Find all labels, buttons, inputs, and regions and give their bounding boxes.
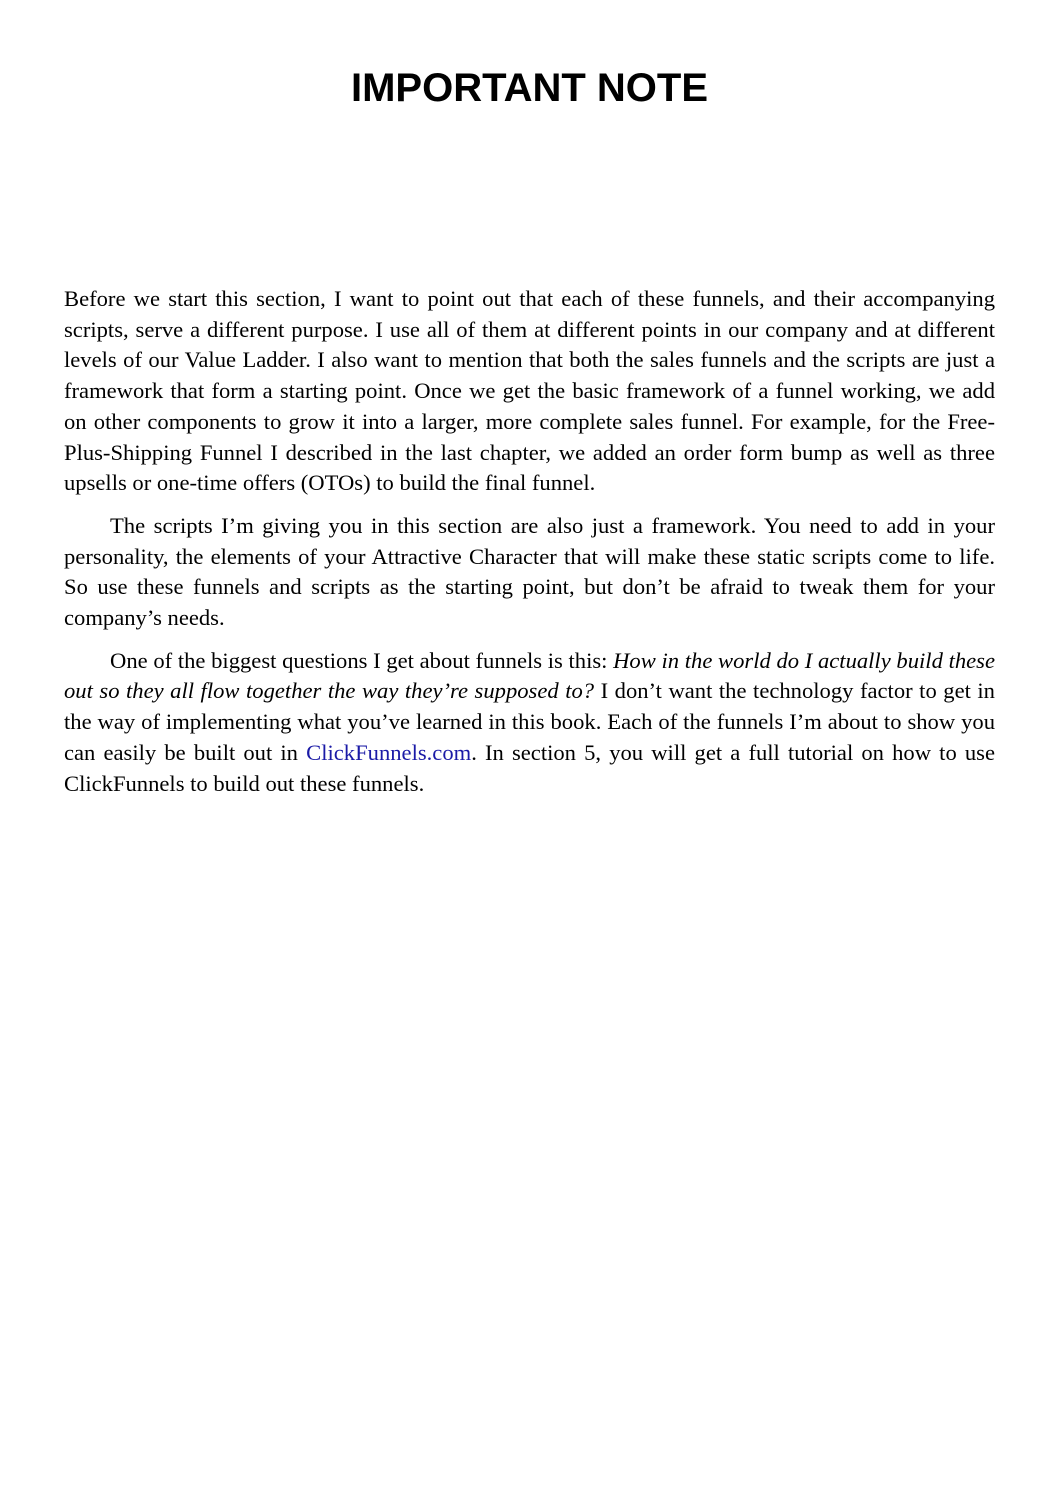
clickfunnels-link[interactable]: ClickFunnels.com: [306, 739, 472, 765]
paragraph-1: Before we start this section, I want to point out that each of these funnels, and their accompanying scripts, serve a different purpose. I use all of them at different points in our company and at different levels of our Value Ladder. I also want to mention that both the sales funnels and the scripts are just a framework that form a starting point. Once we get the basic framework of a funnel working, we add on other components to grow it into a larger, more complete sales funnel. For example, for the Free-Plus-Shipping Funnel I described in the last chapter, we added an order form bump as well as three upsells or one-time offers (OTOs) to build the final funnel.: [64, 286, 995, 496]
paragraph-3-lead: One of the biggest questions I get about funnels is this:: [110, 647, 614, 673]
body-text: [64, 284, 995, 799]
paragraph-3: [64, 646, 995, 800]
paragraph-3-tail: . In section 5, you will get a full tutorial on how to use ClickFunnels to build out these funnels.: [64, 739, 996, 796]
page-title: IMPORTANT NOTE: [350, 66, 708, 110]
paragraph-3-italic-question: How in the world do I actually build these out so they all flow together the way they’re supposed to?: [64, 647, 995, 704]
paragraph-2: The scripts I’m giving you in this section are also just a framework. You need to add in your personality, the elements of your Attractive Character that will make these static scripts come to life. So use these funnels and scripts as the starting point, but don’t be afraid to tweak them for your company’s needs.: [64, 512, 995, 631]
paragraph-3-middle: I don’t want the technology factor to get in the way of implementing what you’ve learned in this book. Each of the funnels I’m about to show you can easily be built out in: [64, 678, 995, 765]
